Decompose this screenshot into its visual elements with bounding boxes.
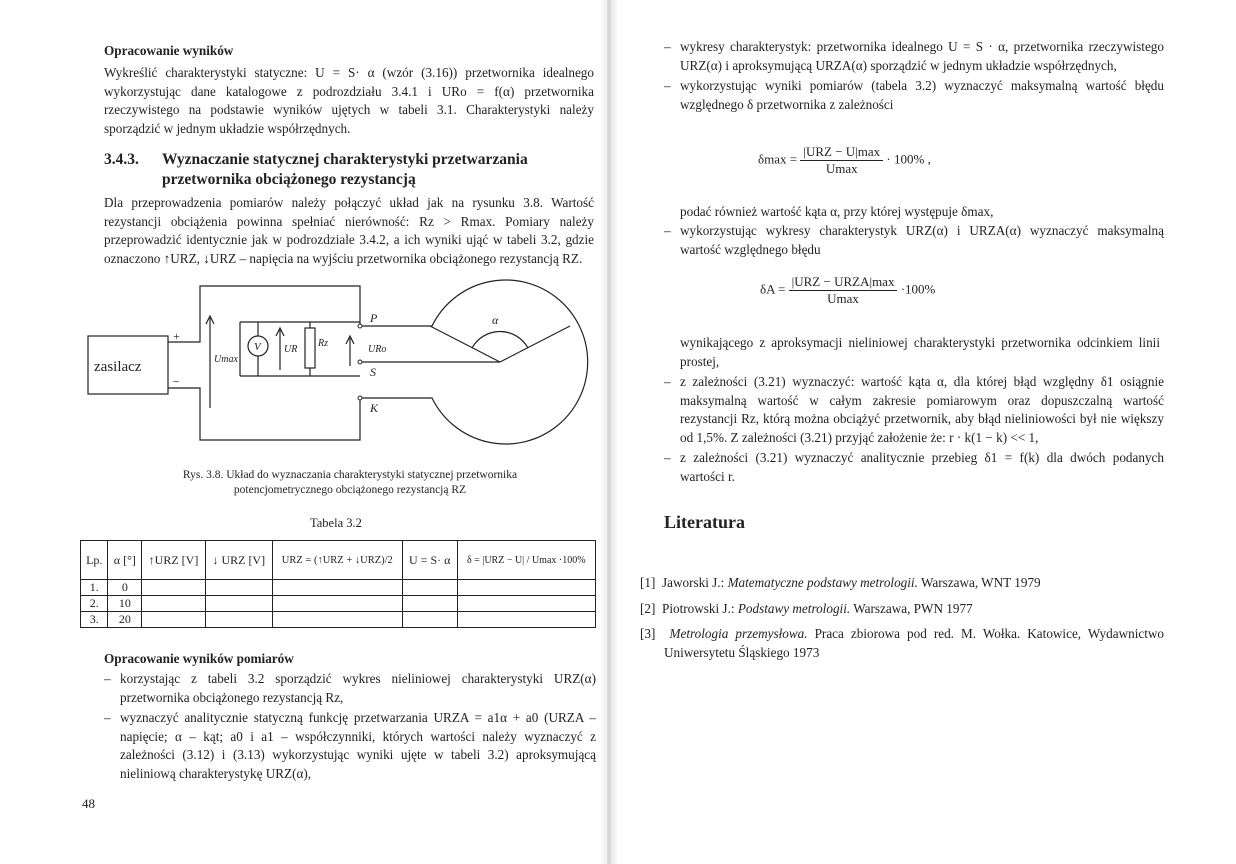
table-row	[81, 580, 596, 596]
table-cell	[142, 596, 206, 612]
rz-resistor	[305, 328, 315, 368]
list-item: – wykorzystując wykresy charakterystyk URZ(α) i URZA(α) wyznaczyć maksymalną wartość względnego błędu	[664, 222, 1164, 259]
alpha-label: α	[492, 313, 499, 327]
table-header: URZ = (↑URZ + ↓URZ)/2	[272, 541, 402, 580]
formula-delta-a	[760, 274, 935, 307]
terminal-p-label: P	[370, 311, 378, 325]
literature-item	[640, 574, 1164, 593]
formula1-fraction	[800, 144, 883, 177]
umax-label: Umax	[214, 354, 238, 365]
table-cell: 1.	[81, 580, 108, 596]
table-cell	[272, 612, 402, 628]
ref-num: [1]	[640, 575, 656, 590]
mid-text: podać również wartość kąta α, przy której występuje δmax,	[680, 204, 994, 219]
ref-author: Piotrowski J.:	[661, 600, 735, 616]
table-row	[81, 596, 596, 612]
table-header: U = S· α	[402, 541, 457, 580]
table-cell	[457, 612, 595, 628]
table-cell	[402, 596, 457, 612]
ref-num: [3]	[640, 626, 656, 641]
table-cell: 3.	[81, 612, 108, 628]
formula2-numerator: |URZ − URZA|max	[789, 274, 898, 291]
ur-label: UR	[284, 344, 298, 355]
voltmeter-label: V	[254, 341, 261, 353]
ref-title: Metrologia przemysłowa.	[669, 626, 808, 641]
alpha-arc	[472, 331, 528, 348]
figure-caption-line1: Rys. 3.8. Układ do wyznaczania charakterystyki statycznej przetwornika	[182, 469, 518, 481]
figure-caption-line2: potencjometrycznego obciążonego rezystancją RZ	[233, 484, 467, 496]
circuit-figure	[80, 278, 590, 460]
table-title: Tabela 3.2	[310, 516, 362, 530]
table-cell: 0	[108, 580, 142, 596]
literature-heading: Literatura	[664, 512, 745, 532]
right-list-bottom	[664, 373, 1164, 488]
list-item: – z zależności (3.21) wyznaczyć: wartość kąta α, dla której błąd względny δ1 osiągnie maksymalną wartość w całym zakresie pomiarowym oraz dopuszczalną wartość rezystancji Rz, którą można obciążyć przetwornik, aby błąd nieliniowości był nie większy od 1,5%. Z zależności (3.21) przyjąć założenie że: r · k(1 − k) << 1,	[664, 373, 1164, 447]
left-page	[0, 0, 600, 864]
table-header: Lp.	[81, 541, 108, 580]
section2-body: Dla przeprowadzenia pomiarów należy połączyć układ jak na rysunku 3.8. Wartość rezystancji obciążenia powinna spełniać nierówność: Rz > Rmax. Pomiary należy przeprowadzić identycznie jak w podrozdziale 3.4.2, a ich wyniki ująć w tabeli 3.2, gdzie oznaczono ↑URZ, ↓URZ – napięcia na wyjściu przetwornika obciążonego rezystancją RZ.	[104, 195, 594, 266]
table-cell	[205, 612, 272, 628]
formula1-numerator: |URZ − U|max	[800, 144, 883, 161]
formula2-tail: ·100%	[900, 281, 936, 297]
list-item: – korzystając z tabeli 3.2 sporządzić wykres nieliniowej charakterystyki URZ(α) przetwornika obciążonego rezystancją Rz,	[104, 670, 596, 707]
section2-number: 3.4.3.	[104, 151, 139, 168]
ref-title: Podstawy metrologii.	[737, 600, 851, 616]
formula2-denominator: Umax	[827, 291, 859, 306]
ref-num: [2]	[640, 600, 656, 616]
list-item: – wykresy charakterystyk: przetwornika idealnego U = S · α, przetwornika rzeczywistego URZ(α) i aproksymującą URZA(α) sporządzić w jednym układzie współrzędnych,	[664, 38, 1164, 75]
after-formula2-text: wynikającego z aproksymacji nieliniowej charakterystyki przetwornika odcinkiem linii prostej,	[680, 335, 1160, 369]
book-gutter	[600, 0, 618, 864]
ref-title: Matematyczne podstawy metrologii.	[727, 575, 918, 590]
ref-rest: Praca zbiorowa pod red. M. Wołka. Katowice, Wydawnictwo Uniwersytetu Śląskiego 1973	[664, 626, 1165, 660]
table-cell	[205, 596, 272, 612]
plus-sign: +	[173, 329, 180, 343]
table-cell: 2.	[81, 596, 108, 612]
table-cell: 20	[108, 612, 142, 628]
formula2-lhs: δA =	[760, 281, 786, 297]
terminal-k-label: K	[370, 401, 379, 415]
table-cell	[272, 580, 402, 596]
terminal-s-label: S	[370, 365, 376, 379]
table-3-2	[80, 540, 596, 628]
table-cell	[142, 580, 206, 596]
right-page	[618, 0, 1236, 864]
uro-label: URo	[368, 344, 387, 355]
ref-author: Jaworski J.:	[661, 575, 725, 590]
right-list-mid	[664, 222, 1164, 261]
table-header: δ = |URZ − U| / Umax ·100%	[457, 541, 595, 580]
table-header-row	[81, 541, 596, 580]
rz-label: Rz	[318, 338, 328, 349]
table-cell	[457, 580, 595, 596]
table-cell	[272, 596, 402, 612]
ref-rest: Warszawa, WNT 1979	[920, 575, 1041, 590]
table-header: ↓ URZ [V]	[205, 541, 272, 580]
literature-item	[640, 600, 1164, 619]
page-number: 48	[82, 796, 95, 811]
table-cell	[205, 580, 272, 596]
list-item: – wykorzystując wyniki pomiarów (tabela 3.2) wyznaczyć maksymalną wartość błędu względnego δ przetwornika z zależności	[664, 77, 1164, 114]
table-cell	[402, 580, 457, 596]
section2-title: Wyznaczanie statycznej charakterystyki przetwarzania przetwornika obciążonego rezystancją	[162, 151, 528, 188]
slider-line-1	[430, 326, 500, 362]
literature-list	[640, 574, 1164, 669]
section3-list	[104, 670, 596, 785]
formula-delta-max	[758, 144, 931, 177]
formula1-lhs: δmax =	[758, 151, 798, 167]
table-cell	[402, 612, 457, 628]
formula1-tail: · 100% ,	[886, 151, 931, 167]
table-row	[81, 612, 596, 628]
literature-item	[640, 625, 1164, 662]
section1-heading: Opracowanie wyników	[104, 43, 234, 58]
table-cell	[142, 612, 206, 628]
minus-sign: –	[173, 373, 179, 387]
list-item: – wyznaczyć analitycznie statyczną funkcję przetwarzania URZA = a1α + a0 (URZA – napięcie; α – kąt; a0 i a1 – współczynniki, których wartości należy wyznaczyć z zależności (3.12) i (3.13) wykorzystując wyniki ujęte w tabeli 3.2) aproksymującą nieliniową charakterystykę URZ(α),	[104, 709, 596, 783]
section1-body: Wykreślić charakterystyki statyczne: U = S· α (wzór (3.16)) przetwornika idealnego wykorzystując dane katalogowe z podrozdziału 3.4.1 i URo = f(α) przetwornika rzeczywistego na podstawie wyników ujętych w tabeli 3.1. Charakterystyki należy sporządzić w jednym układzie współrzędnych.	[104, 65, 594, 136]
slider-line-2	[500, 326, 570, 362]
list-item: – z zależności (3.21) wyznaczyć analitycznie przebieg δ1 = f(k) dla dwóch podanych wartości r.	[664, 449, 1164, 486]
table-header: α [°]	[108, 541, 142, 580]
ref-rest: Warszawa, PWN 1977	[853, 600, 973, 616]
table-cell	[457, 596, 595, 612]
formula2-fraction	[789, 274, 898, 307]
right-list-top	[664, 38, 1164, 116]
formula1-denominator: Umax	[825, 161, 858, 176]
section3-heading: Opracowanie wyników pomiarów	[104, 651, 294, 666]
supply-label: zasilacz	[94, 359, 142, 375]
table-header: ↑URZ [V]	[142, 541, 206, 580]
table-cell: 10	[108, 596, 142, 612]
